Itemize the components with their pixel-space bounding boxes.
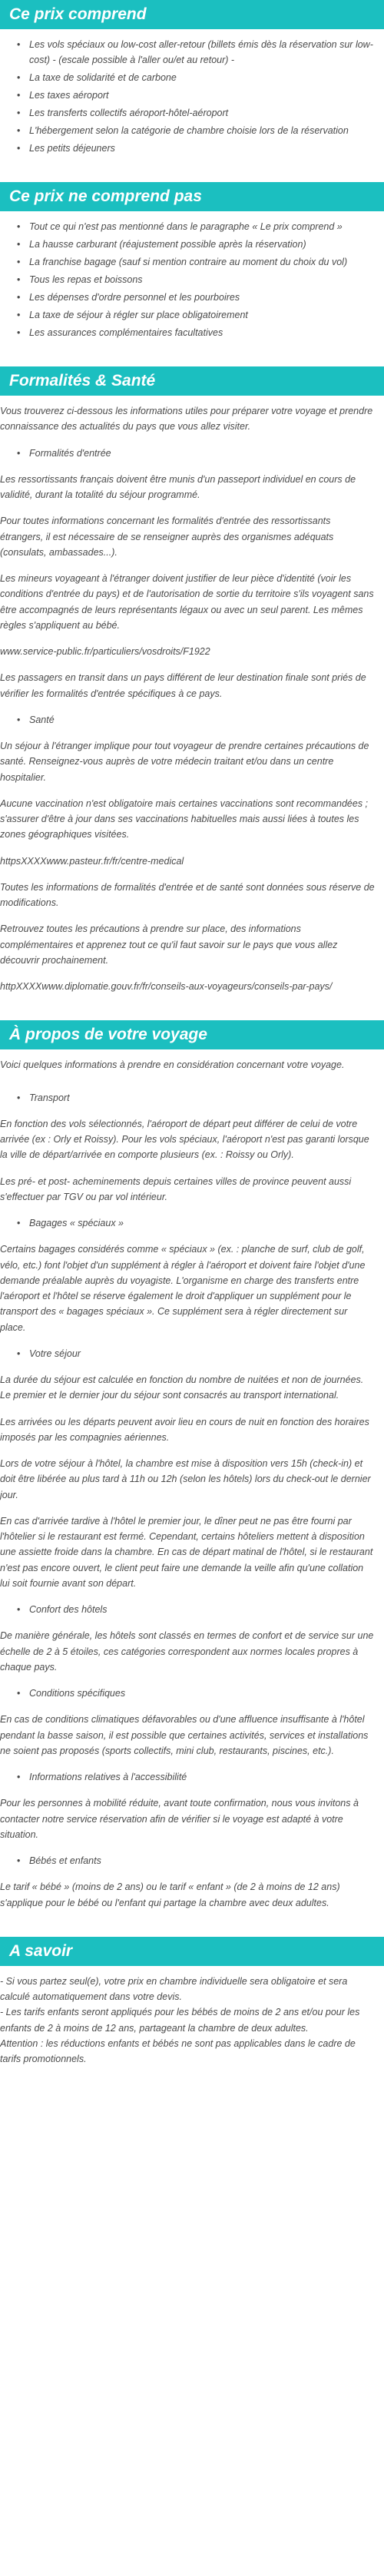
a-savoir-line: Attention : les réductions enfants et bébés ne sont pas applicables dans le cadre de tarifs promotionnels.: [0, 2037, 356, 2064]
bullet-icon: •: [17, 239, 21, 250]
transport-paragraph: Les pré- et post- acheminements depuis certaines villes de province peuvent aussi s'effectuer par TGV ou par vol intérieur.: [0, 1175, 352, 1202]
list-item: • La taxe de séjour à régler sur place obligatoirement: [29, 307, 375, 323]
bullet-icon: •: [17, 221, 21, 232]
list-item: • Tous les repas et boissons: [29, 272, 375, 287]
list-prix-comprend: [0, 37, 375, 156]
bullet-icon: •: [17, 1218, 21, 1228]
section-title-a-propos: À propos de votre voyage: [0, 1020, 384, 1049]
bullet-icon: •: [17, 72, 21, 83]
section-a-savoir: [0, 1937, 384, 2067]
bullet-icon: •: [17, 125, 21, 136]
a-savoir-line: - Si vous partez seul(e), votre prix en chambre individuelle sera obligatoire et sera calculé automatiquement dans votre devis.: [0, 1975, 348, 2002]
sante-paragraph: Aucune vaccination n'est obligatoire mais certaines vaccinations sont recommandées ; s'assurer d'être à jour dans ses vaccinations habituelles mais aussi liées à toutes les zones géographiques visitées.: [0, 797, 369, 840]
subheading-formalites-entree: • Formalités d'entrée: [0, 446, 375, 461]
bullet-icon: •: [17, 257, 21, 267]
list-item: • La hausse carburant (réajustement possible après la réservation): [29, 237, 375, 252]
bebes-paragraph: Le tarif « bébé » (moins de 2 ans) ou le tarif « enfant » (de 2 à moins de 12 ans) s'applique pour le bébé ou l'enfant qui partage la chambre avec deux adultes.: [0, 1881, 340, 1908]
section-title-a-savoir: A savoir: [0, 1937, 384, 1966]
subheading-bebes: • Bébés et enfants: [0, 1853, 375, 1868]
sejour-paragraph: Les arrivées ou les départs peuvent avoir lieu en cours de nuit en fonction des horaires imposés par les compagnies aériennes.: [0, 1416, 369, 1443]
list-item: • Les vols spéciaux ou low-cost aller-retour (billets émis dès la réservation sur low-cost) - (escale possible à l'aller ou/et au retour) -: [29, 37, 375, 68]
diplomatie-link[interactable]: httpXXXXwww.diplomatie.gouv.fr/fr/conseils-aux-voyageurs/conseils-par-pays/: [0, 981, 333, 992]
a-savoir-line: - Les tarifs enfants seront appliqués pour les bébés de moins de 2 ans et/ou pour les enfants de 2 à moins de 12 ans, partageant la chambre de deux adultes.: [0, 2007, 360, 2034]
bullet-icon: •: [17, 1604, 21, 1615]
sejour-paragraph: En cas d'arrivée tardive à l'hôtel le premier jour, le dîner peut ne pas être fourni par l'hôtelier si le restaurant est fermé. Cependant, certains hôteliers mettent à disposition une assiette froide dans la chambre. En cas de départ matinal de l'hôtel, si le restaurant n'est pas encore ouvert, le client peut faire une demande la veille afin qu'une collation lui soit fournie avant son départ.: [0, 1515, 373, 1589]
bullet-icon: •: [17, 1092, 21, 1103]
section-title-prix-comprend: Ce prix comprend: [0, 0, 384, 29]
sejour-paragraph: La durée du séjour est calculée en fonction du nombre de nuitées et non de journées. Le premier et le dernier jour du séjour sont consacrés au transport international.: [0, 1374, 364, 1401]
bullet-icon: •: [17, 447, 21, 459]
formalites-paragraph: Pour toutes informations concernant les formalités d'entrée des ressortissants étrangers, il est nécessaire de se renseigner auprès des organismes adéquats (consulats, ambassades...).: [0, 516, 334, 558]
list-item: • La taxe de solidarité et de carbone: [29, 70, 375, 85]
subheading-transport: • Transport: [0, 1090, 375, 1106]
sejour-paragraph: Lors de votre séjour à l'hôtel, la chambre est mise à disposition vers 15h (check-in) et doit être libérée au plus tard à 11h ou 12h (selon les hôtels) lors du check-out le dernier jour.: [0, 1458, 371, 1500]
bullet-icon: •: [17, 1688, 21, 1699]
list-item: • Les dépenses d'ordre personnel et les pourboires: [29, 290, 375, 305]
subheading-conditions: • Conditions spécifiques: [0, 1686, 375, 1701]
bullet-icon: •: [17, 39, 21, 50]
subheading-sante: • Santé: [0, 712, 375, 728]
list-prix-ne-comprend-pas: [0, 219, 375, 340]
sante-paragraph: Toutes les informations de formalités d'entrée et de santé sont données sous réserve de modifications.: [0, 881, 375, 908]
list-item: • La franchise bagage (sauf si mention contraire au moment du choix du vol): [29, 254, 375, 270]
bagages-paragraph: Certains bagages considérés comme « spéciaux » (ex. : planche de surf, club de golf, vélo, etc.) font l'objet d'un supplément à régler à l'aéroport et doivent faire l'objet d'une demande préalable auprès du voyagiste. L'organisme en charge des transferts entre l'aéroport et l'hôtel se réserve également le droit d'appliquer un supplément pour le transport des « bagages spéciaux ». Ce supplément sera à régler directement sur place.: [0, 1244, 366, 1333]
bullet-icon: •: [17, 143, 21, 154]
list-item: • L'hébergement selon la catégorie de chambre choisie lors de la réservation: [29, 123, 375, 138]
sante-paragraph: Un séjour à l'étranger implique pour tout voyageur de prendre certaines précautions de santé. Renseignez-vous auprès de votre médecin traitant et/ou dans un centre hospitalier.: [0, 741, 369, 783]
a-propos-intro: Voici quelques informations à prendre en considération concernant votre voyage.: [0, 1059, 345, 1071]
accessibilite-paragraph: Pour les personnes à mobilité réduite, avant toute confirmation, nous vous invitons à contacter notre service réservation afin de vérifier si le voyage est adapté à votre situation.: [0, 1798, 359, 1840]
list-item: • Les transferts collectifs aéroport-hôtel-aéroport: [29, 105, 375, 121]
subheading-sejour: • Votre séjour: [0, 1346, 375, 1361]
list-item: • Les petits déjeuners: [29, 141, 375, 156]
list-item: • Tout ce qui n'est pas mentionné dans le paragraphe « Le prix comprend »: [29, 219, 375, 234]
bullet-icon: •: [17, 1772, 21, 1782]
bullet-icon: •: [17, 327, 21, 338]
subheading-accessibilite: • Informations relatives à l'accessibilité: [0, 1769, 375, 1785]
bullet-icon: •: [17, 292, 21, 303]
list-item: • Les assurances complémentaires facultatives: [29, 325, 375, 340]
a-savoir-block: [0, 1974, 375, 2067]
service-public-link[interactable]: www.service-public.fr/particuliers/vosdroits/F1922: [0, 646, 210, 657]
subheading-confort: • Confort des hôtels: [0, 1602, 375, 1617]
bullet-icon: •: [17, 108, 21, 118]
subheading-bagages: • Bagages « spéciaux »: [0, 1215, 375, 1231]
conditions-paragraph: En cas de conditions climatiques défavorables ou d'une affluence insuffisante à l'hôtel pendant la basse saison, il est possible que certaines activités, services et installations ne soient pas proposés (sports collectifs, mini club, restaurants, piscines, etc.).: [0, 1714, 369, 1756]
bullet-icon: •: [17, 1348, 21, 1359]
formalites-paragraph: Les mineurs voyageant à l'étranger doivent justifier de leur pièce d'identité (voir les conditions d'entrée du pays) et de l'autorisation de sortie du territoire s'ils voyagent sans être accompagnés de leurs représentants légaux ou avec un seul parent. Les mêmes règles s'appliquent au bébé.: [0, 573, 374, 631]
section-title-formalites: Formalités & Santé: [0, 366, 384, 396]
list-item: • Les taxes aéroport: [29, 88, 375, 103]
formalites-intro: Vous trouverez ci-dessous les informations utiles pour préparer votre voyage et prendre connaissance des actualités du pays que vous allez visiter.: [0, 406, 373, 433]
section-title-prix-ne-comprend-pas: Ce prix ne comprend pas: [0, 182, 384, 211]
confort-paragraph: De manière générale, les hôtels sont classés en termes de confort et de service sur une échelle de 2 à 5 étoiles, ces catégories correspondent aux normes locales propres à chaque pays.: [0, 1630, 374, 1673]
bullet-icon: •: [17, 1855, 21, 1866]
formalites-paragraph: Les passagers en transit dans un pays différent de leur destination finale sont priés de vérifier les formalités d'entrée spécifiques à ce pays.: [0, 672, 366, 699]
section-formalites-sante: [0, 366, 384, 994]
bullet-icon: •: [17, 90, 21, 101]
section-a-propos: [0, 1020, 384, 1911]
sante-paragraph: Retrouvez toutes les précautions à prendre sur place, des informations complémentaires et apprenez tout ce qu'il faut savoir sur le pays que vous allez découvrir prochainement.: [0, 923, 338, 966]
section-prix-ne-comprend-pas: [0, 182, 384, 340]
transport-paragraph: En fonction des vols sélectionnés, l'aéroport de départ peut différer de celui de votre arrivée (ex : Orly et Roissy). Pour les vols spéciaux, l'aéroport n'est pas garanti lorsque la ville de départ/arrivée en comporte plusieurs (ex. : Roissy ou Orly).: [0, 1118, 369, 1161]
pasteur-link[interactable]: httpsXXXXwww.pasteur.fr/fr/centre-medical: [0, 855, 184, 867]
section-prix-comprend: [0, 0, 384, 156]
bullet-icon: •: [17, 310, 21, 320]
bullet-icon: •: [17, 714, 21, 725]
formalites-paragraph: Les ressortissants français doivent être munis d'un passeport individuel en cours de validité, durant la totalité du séjour programmé.: [0, 473, 356, 500]
bullet-icon: •: [17, 274, 21, 285]
